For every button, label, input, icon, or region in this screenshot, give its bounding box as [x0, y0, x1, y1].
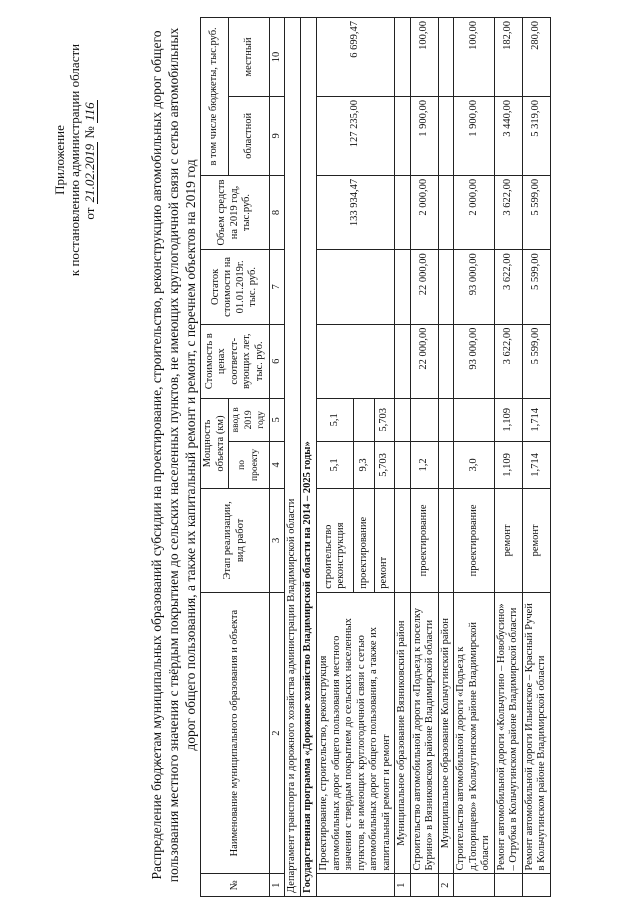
date-prefix: от [82, 207, 97, 220]
header-stage: Этап реализации, вид работ [201, 489, 270, 593]
municipality-name: Муниципальное образование Кольчугинский район [438, 592, 454, 874]
col-number: 7 [269, 250, 285, 324]
col-number: 9 [269, 96, 285, 175]
col-number: 4 [269, 441, 285, 488]
col-number: 1 [269, 874, 285, 897]
summary-regional: 127 235,00 [317, 96, 395, 175]
object-name: Строительство автомобильной дороги «Подъезд к д.Топорищево» в Кольчугинском районе Владимирской области [454, 592, 495, 874]
summary-stage: строительство реконструкция [317, 489, 354, 593]
object-cost: 22 000,00 [410, 324, 438, 398]
object-cap-project: 1,2 [410, 441, 438, 488]
summary-funds: 133 934,47 [317, 175, 395, 249]
number-prefix: № [82, 126, 97, 139]
object-row [494, 18, 522, 897]
object-cost: 93 000,00 [454, 324, 495, 398]
header-cap-2019: ввод в 2019 году [229, 398, 270, 441]
col-number: 10 [269, 18, 285, 97]
municipality-num: 1 [395, 874, 411, 897]
object-cap-2019: 1,109 [494, 398, 522, 441]
object-regional: 1 900,00 [410, 96, 438, 175]
department-row [285, 18, 301, 897]
program-row [301, 18, 317, 897]
col-number: 2 [269, 592, 285, 874]
col-number: 5 [269, 398, 285, 441]
decree-number: 116 [82, 102, 97, 121]
column-numbers-row [269, 18, 285, 897]
header-regional: областной [229, 96, 270, 175]
object-regional: 1 900,00 [454, 96, 495, 175]
object-regional: 3 440,00 [494, 96, 522, 175]
object-cap-2019: 1,714 [522, 398, 550, 441]
municipality-name: Муниципальное образование Вязниковский район [395, 592, 411, 874]
header-row-1 [201, 18, 229, 897]
object-stage: ремонт [522, 489, 550, 593]
object-cap-2019 [454, 398, 495, 441]
summary-cap-2019: 5,703 [374, 398, 395, 441]
object-name: Строительство автомобильной дороги «Подъезд к поселку Бурино» в Вязниковском районе Владимирской области [410, 592, 438, 874]
object-local: 280,00 [522, 18, 550, 97]
municipality-row [438, 18, 454, 897]
object-remaining: 22 000,00 [410, 250, 438, 324]
header-local: местный [229, 18, 270, 97]
col-number: 3 [269, 489, 285, 593]
object-funds: 2 000,00 [410, 175, 438, 249]
object-cap-project: 1,109 [494, 441, 522, 488]
header-remaining: Остаток стоимости на 01.01.2019г. тыс. руб. [201, 250, 270, 324]
object-remaining: 3 622,00 [494, 250, 522, 324]
object-funds: 2 000,00 [454, 175, 495, 249]
summary-name: Проектирование, строительство, реконструкция автомобильных дорог общего пользования местного значения с твердым покрытием до сельских населенных пунктов, не имеющих круглогодичной связи с сетью автомобильных дорог общего пользования, а также их капитальный ремонт и ремонт [317, 592, 395, 874]
header-cost: Стоимость в ценах соответст-вующих лет, тыс. руб. [201, 324, 270, 398]
department-name: Департамент транспорта и дорожного хозяйства администрации Владимирской области [285, 18, 301, 897]
object-row [522, 18, 550, 897]
col-number: 8 [269, 175, 285, 249]
header-cap-project: по проекту [229, 441, 270, 488]
object-remaining: 93 000,00 [454, 250, 495, 324]
object-local: 182,00 [494, 18, 522, 97]
summary-cap-2019: 5,1 [317, 398, 354, 441]
object-funds: 5 599,00 [522, 175, 550, 249]
header-capacity: Мощность объекта (км) [201, 398, 229, 488]
object-name: Ремонт автомобильной дороги «Кольчугино – Новобусино» – Отрубка в Кольчугинском районе Владимирской области [494, 592, 522, 874]
summary-cap-project: 5,1 [317, 441, 354, 488]
object-row [410, 18, 438, 897]
summary-stage: проектирование [354, 489, 374, 593]
header-num: № [201, 874, 270, 897]
appendix-date-line [82, 35, 97, 285]
municipality-row [395, 18, 411, 897]
col-number: 6 [269, 324, 285, 398]
object-row [454, 18, 495, 897]
summary-cap-project: 5,703 [374, 441, 395, 488]
summary-cap-project: 9,3 [354, 441, 374, 488]
summary-cap-2019 [354, 398, 374, 441]
decree-date: 21.02.2019 [82, 143, 97, 203]
object-cap-project: 3,0 [454, 441, 495, 488]
subsidy-table [200, 17, 551, 897]
object-remaining: 5 599,00 [522, 250, 550, 324]
header-incl: в том числе бюджеты, тыс.руб. [201, 18, 229, 176]
object-cap-project: 1,714 [522, 441, 550, 488]
object-local: 100,00 [410, 18, 438, 97]
object-regional: 5 319,00 [522, 96, 550, 175]
appendix-block [52, 35, 97, 285]
object-cap-2019 [410, 398, 438, 441]
object-cost: 5 599,00 [522, 324, 550, 398]
summary-stage: ремонт [374, 489, 395, 593]
appendix-line2: к постановлению администрации области [67, 43, 82, 277]
object-stage: проектирование [410, 489, 438, 593]
object-stage: проектирование [454, 489, 495, 593]
document-title: Распределение бюджетам муниципальных образований субсидии на проектирование, строительство, реконструкцию автомобильных дорог общего пользования местного значения с твёрдым покрытием до сельских населенных пунктов, не имеющих круглогодичной связи с сетью автомобильных дорог общего пользования, а также их капитальный ремонт и ремонт, с перечнем объектов на 2019 год [149, 27, 198, 883]
object-cost: 3 622,00 [494, 324, 522, 398]
object-funds: 3 622,00 [494, 175, 522, 249]
appendix-label: Приложение [52, 125, 67, 195]
object-stage: ремонт [494, 489, 522, 593]
program-name: Государственная программа «Дорожное хозяйство Владимирской области на 2014 – 2025 годы» [301, 18, 317, 897]
summary-local: 6 699,47 [317, 18, 395, 97]
municipality-num: 2 [438, 874, 454, 897]
object-local: 100,00 [454, 18, 495, 97]
object-name: Ремонт автомобильной дороги Ильинское – Красный Ручей в Кольчугинском районе Владимирской области [522, 592, 550, 874]
header-name: Наименование муниципального образования и объекта [201, 592, 270, 874]
header-funds: Объем средств на 2019 год, тыс.руб. [201, 175, 270, 249]
summary-row [317, 18, 354, 897]
